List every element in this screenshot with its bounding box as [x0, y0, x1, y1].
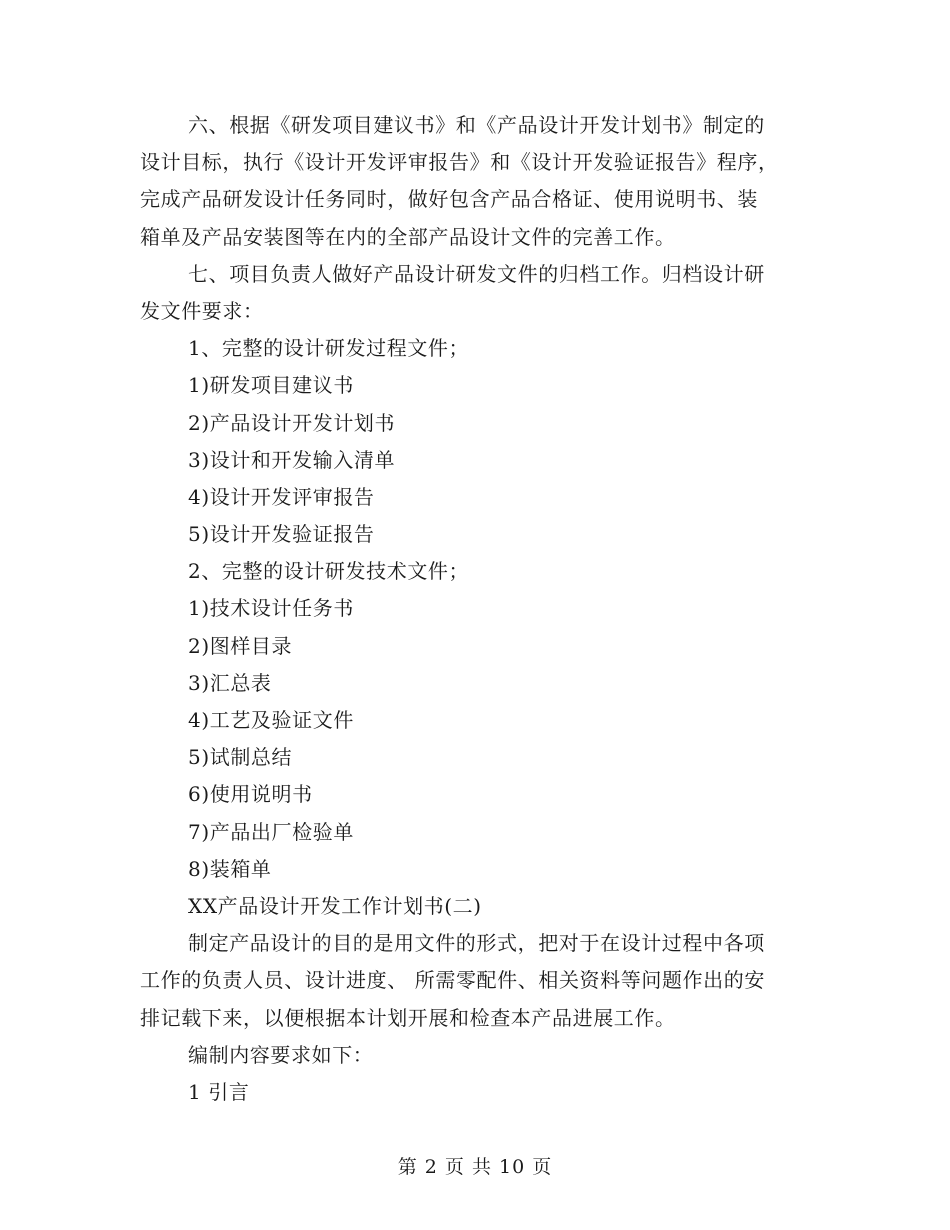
paragraph-line: 编制内容要求如下：	[188, 1042, 374, 1067]
list-item: 5)试制总结	[188, 745, 293, 770]
list-item: 7)产品出厂检验单	[188, 819, 354, 844]
list-item: 2)产品设计开发计划书	[188, 410, 396, 435]
list-item: 3)汇总表	[188, 670, 272, 695]
list-item: 4)设计开发评审报告	[188, 484, 375, 509]
list-item: 4)工艺及验证文件	[188, 708, 354, 732]
list-heading: 1、完整的设计研发过程文件；	[188, 336, 470, 361]
paragraph-line: 排记载下来，以便根据本计划开展和检查本产品进展工作。	[140, 1005, 676, 1030]
list-heading: 2、完整的设计研发技术文件；	[188, 559, 470, 584]
list-item: 8)装箱单	[188, 856, 272, 881]
subsection-heading: 1 引言	[188, 1079, 250, 1104]
list-item: 6)使用说明书	[188, 782, 313, 807]
document-body	[140, 107, 805, 1111]
list-item: 1)技术设计任务书	[188, 596, 354, 621]
paragraph-line: 箱单及产品安装图等在内的全部产品设计文件的完善工作。	[140, 224, 676, 249]
list-item: 2)图样目录	[188, 633, 293, 658]
paragraph-line: 发文件要求：	[140, 298, 264, 323]
paragraph-line: 七、项目负责人做好产品设计研发文件的归档工作。归档设计研	[188, 261, 765, 286]
page-number-footer: 第 2 页 共 10 页	[397, 1156, 553, 1178]
list-item: 3)设计和开发输入清单	[188, 447, 396, 472]
section-title: XX产品设计开发工作计划书(二)	[188, 893, 482, 918]
paragraph-line: 六、根据《研发项目建议书》和《产品设计开发计划书》制定的	[188, 113, 765, 137]
paragraph-line: 设计目标，执行《设计开发评审报告》和《设计开发验证报告》程序，	[140, 150, 779, 175]
paragraph-line: 完成产品研发设计任务同时，做好包含产品合格证、使用说明书、装	[140, 187, 758, 212]
paragraph-line: 制定产品设计的目的是用文件的形式，把对于在设计过程中各项	[188, 931, 765, 956]
list-item: 1)研发项目建议书	[188, 373, 354, 398]
list-item: 5)设计开发验证报告	[188, 522, 375, 547]
paragraph-line: 工作的负责人员、设计进度、 所需零配件、相关资料等问题作出的安	[140, 968, 765, 993]
